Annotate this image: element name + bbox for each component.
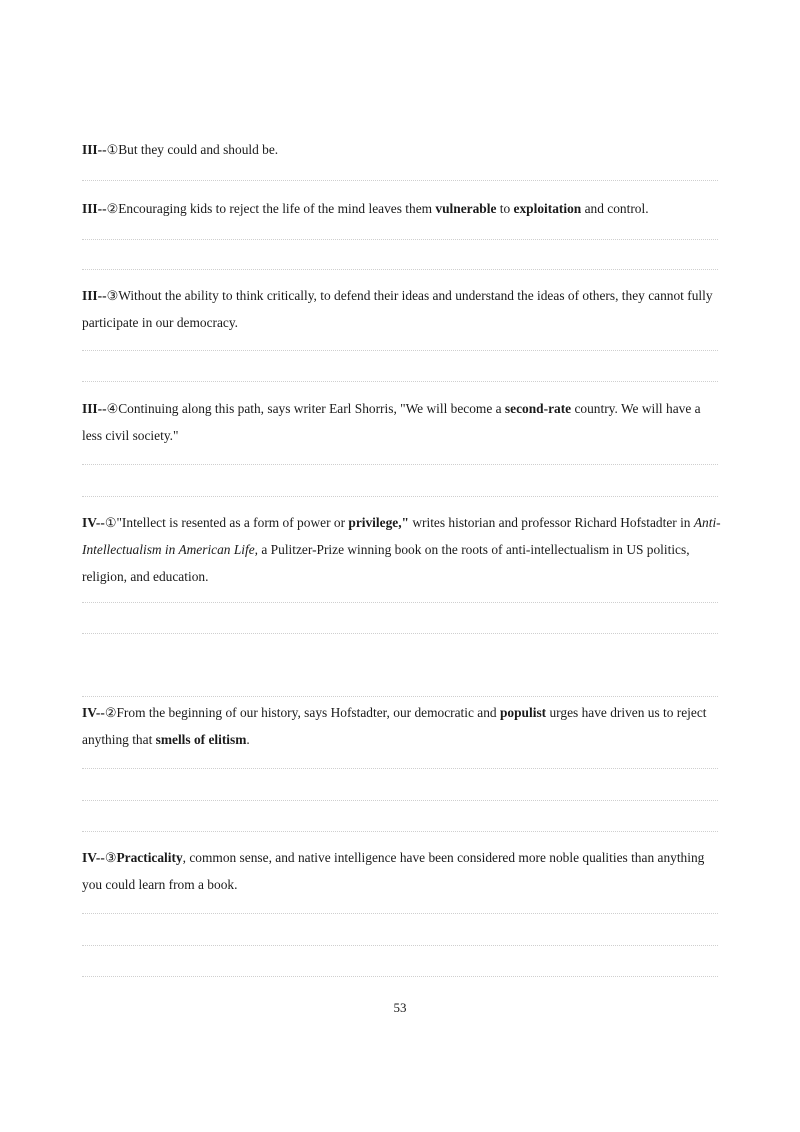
text-segment: , common sense, and native intelligence have been considered more noble qualities than anything you could learn from a book. xyxy=(82,850,705,892)
paragraph-IV-2 xyxy=(82,699,722,753)
sentence-number: ③ xyxy=(104,850,117,865)
paragraph-marker: III-- xyxy=(82,142,107,157)
writing-line xyxy=(82,800,718,801)
writing-line xyxy=(82,350,718,351)
bold-term: populist xyxy=(499,705,547,720)
writing-line xyxy=(82,945,718,946)
sentence-number: ② xyxy=(104,705,117,720)
paragraph-III-1 xyxy=(82,136,722,163)
paragraph-III-2 xyxy=(82,195,722,222)
writing-line xyxy=(82,831,718,832)
page-number: 53 xyxy=(393,1000,407,1015)
writing-line xyxy=(82,381,718,382)
sentence-number: ③ xyxy=(106,288,119,303)
text-segment: Without the ability to think critically, to defend their ideas and understand the ideas of others, they cannot fully participate in our democracy. xyxy=(82,288,713,330)
writing-line xyxy=(82,696,718,697)
text-segment: writes historian and professor Richard Hofstadter in xyxy=(409,515,694,530)
paragraph-marker: III-- xyxy=(82,401,107,416)
text-segment: Encouraging kids to reject the life of the mind leaves them xyxy=(118,201,436,216)
writing-line xyxy=(82,239,718,240)
sentence-number: ① xyxy=(104,515,117,530)
sentence-number: ② xyxy=(106,201,119,216)
writing-line xyxy=(82,602,718,603)
paragraph-III-4 xyxy=(82,395,722,449)
bold-term: vulnerable xyxy=(435,201,497,216)
writing-line xyxy=(82,464,718,465)
bold-term: smells of elitism xyxy=(155,732,247,747)
text-segment: country. We will have a less civil society." xyxy=(82,401,701,443)
writing-line xyxy=(82,768,718,769)
text-segment: and control. xyxy=(581,201,649,216)
paragraph-III-3 xyxy=(82,282,722,336)
writing-line xyxy=(82,976,718,977)
text-segment: Continuing along this path, says writer Earl Shorris, "We will become a xyxy=(118,401,505,416)
writing-line xyxy=(82,180,718,181)
bold-term: Practicality xyxy=(116,850,183,865)
book-title: Anti-Intellectualism in American Life, xyxy=(82,515,721,557)
text-segment: . xyxy=(246,732,250,747)
paragraph-IV-3 xyxy=(82,844,722,898)
paragraph-marker: III-- xyxy=(82,201,107,216)
bold-term: privilege," xyxy=(348,515,409,530)
text-segment: urges have driven us to reject anything that xyxy=(82,705,707,747)
paragraph-marker: IV-- xyxy=(82,705,105,720)
paragraph-marker: III-- xyxy=(82,288,107,303)
paragraph-marker: IV-- xyxy=(82,850,105,865)
text-segment: a Pulitzer-Prize winning book on the roots of anti-intellectualism in US politics, religion, and education. xyxy=(82,542,690,584)
bold-term: exploitation xyxy=(513,201,582,216)
text-segment: But they could and should be. xyxy=(118,142,279,157)
sentence-number: ④ xyxy=(106,401,119,416)
paragraph-marker: IV-- xyxy=(82,515,105,530)
sentence-number: ① xyxy=(106,142,119,157)
text-segment: "Intellect is resented as a form of power or xyxy=(116,515,349,530)
writing-line xyxy=(82,913,718,914)
bold-term: second-rate xyxy=(504,401,572,416)
paragraph-IV-1 xyxy=(82,509,722,590)
text-segment: From the beginning of our history, says Hofstadter, our democratic and xyxy=(116,705,500,720)
text-segment: to xyxy=(496,201,514,216)
writing-line xyxy=(82,633,718,634)
writing-line xyxy=(82,496,718,497)
writing-line xyxy=(82,269,718,270)
